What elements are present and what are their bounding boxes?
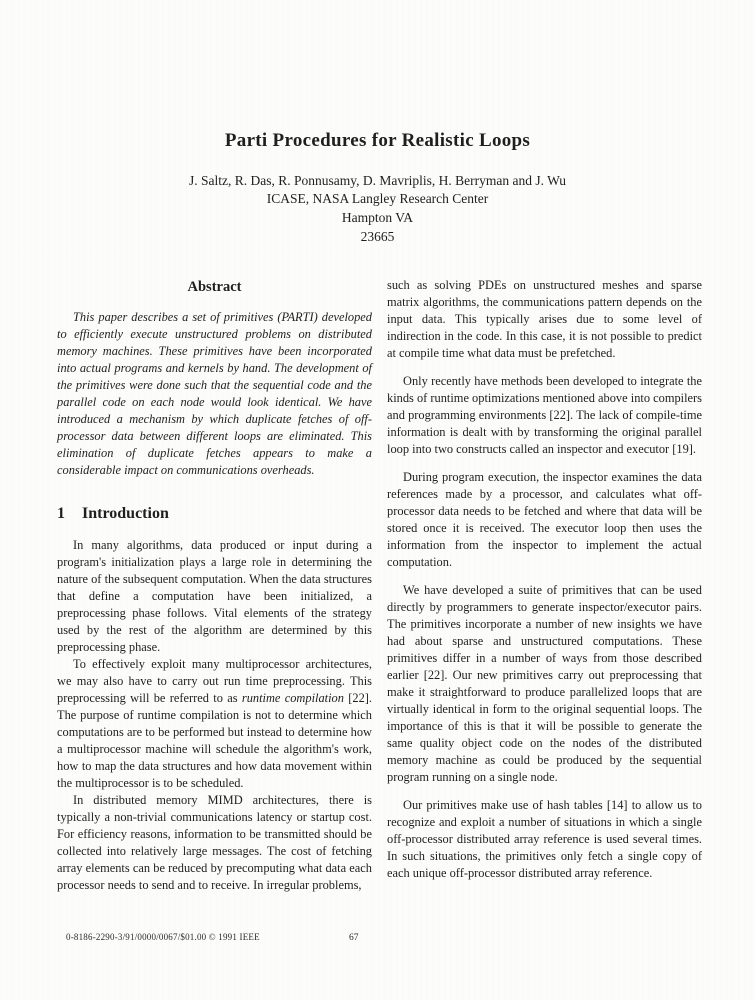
copyright-line: 0-8186-2290-3/91/0000/0067/$01.00 © 1991 IEEE [66,932,260,942]
affiliation-line: ICASE, NASA Langley Research Center [266,191,489,206]
right-paragraph-2: Only recently have methods been developed to integrate the kinds of runtime optimizations mentioned above into compilers and programming environments [22]. The lack of compile-time information is dealt with by transforming the original parallel loop into two constructs called an inspector and executor [19]. [387,374,702,456]
abstract-paragraph: This paper describes a set of primitives (PARTI) developed to efficiently execute unstructured problems on distributed memory machines. These primitives have been incorporated into actual programs and kernels by hand. The development of the primitives were done such that the sequential code and the parallel code on each node would look identical. We have introduced a mechanism by which duplicate fetches of off-processor data between different loops are eliminated. This elimination of duplicate fetches appears to make a considerable impact on communications overheads. [57,310,372,477]
abstract-heading: Abstract [187,279,242,295]
two-column-body [57,277,702,894]
right-column [387,277,702,894]
right-paragraph-5: Our primitives make use of hash tables [14] to allow us to recognize and exploit a number of situations in which a single off-processor distributed array reference is used several times. In such situations, the primitives only fetch a single copy of each unique off-processor distributed array reference. [387,798,702,880]
intro-paragraph-3: In distributed memory MIMD architectures, there is typically a non-trivial communications latency or startup cost. For efficiency reasons, information to be transmitted should be collected into relatively large messages. The cost of fetching array elements can be reduced by precomputing what data each processor needs to send and to receive. In irregular problems, [57,793,372,892]
section-heading-introduction [57,505,372,522]
paper-header [0,0,755,246]
authors-line: J. Saltz, R. Das, R. Ponnusamy, D. Mavriplis, H. Berryman and J. Wu [188,173,567,188]
right-paragraph-1: such as solving PDEs on unstructured meshes and sparse matrix algorithms, the communications pattern depends on the input data. This typically arises due to some level of indirection in the code. In this case, it is not possible to predict at compile time what data must be prefetched. [387,278,702,360]
intro-paragraph-1: In many algorithms, data produced or input during a program's initialization plays a large role in determining the nature of the subsequent computation. When the data structures that define a computation have been initialized, a preprocessing phase follows. Vital elements of the strategy used by the rest of the algorithm are determined by this preprocessing phase. [57,538,372,654]
section-title: Introduction [82,505,169,522]
intro-paragraph-2 [57,656,372,792]
runtime-compilation-term: runtime compilation [241,691,344,705]
zip-line: 23665 [360,229,395,244]
section-number: 1 [57,505,65,522]
right-paragraph-3: During program execution, the inspector examines the data references made by a processor, and calculates what off-processor data needs to be fetched and where that data will be stored once it is received. The executor loop then uses the information from the inspector to implement the actual computation. [387,470,702,569]
intro-paragraph-2-pre: To effectively exploit many multiprocessor architectures, we may also have to carry out run time preprocessing. This preprocessing will be referred to as [57,657,372,705]
city-line: Hampton VA [341,210,414,225]
paper-title: Parti Procedures for Realistic Loops [224,130,531,151]
page-number: 67 [349,933,359,943]
intro-paragraph-2-post: [22]. The purpose of runtime compilation is not to determine which computations are to be performed but instead to determine how a multiprocessor machine will schedule the algorithm's work, how to map the data structures and how data movement within the multiprocessor is to be scheduled. [57,691,372,790]
right-paragraph-4: We have developed a suite of primitives that can be used directly by programmers to generate inspector/executor pairs. The primitives incorporate a number of new insights we have had about sparse and unstructured computations. These primitives differ in a number of ways from those described earlier [22]. Our new primitives carry out preprocessing that make it straightforward to produce parallelized loops that are virtually identical in form to the original sequential loops. The importance of this is that it will be possible to generate the same quality object code on the nodes of the distributed memory machine as could be produced by the sequential program running on a single node. [387,583,702,784]
left-column [57,277,372,894]
